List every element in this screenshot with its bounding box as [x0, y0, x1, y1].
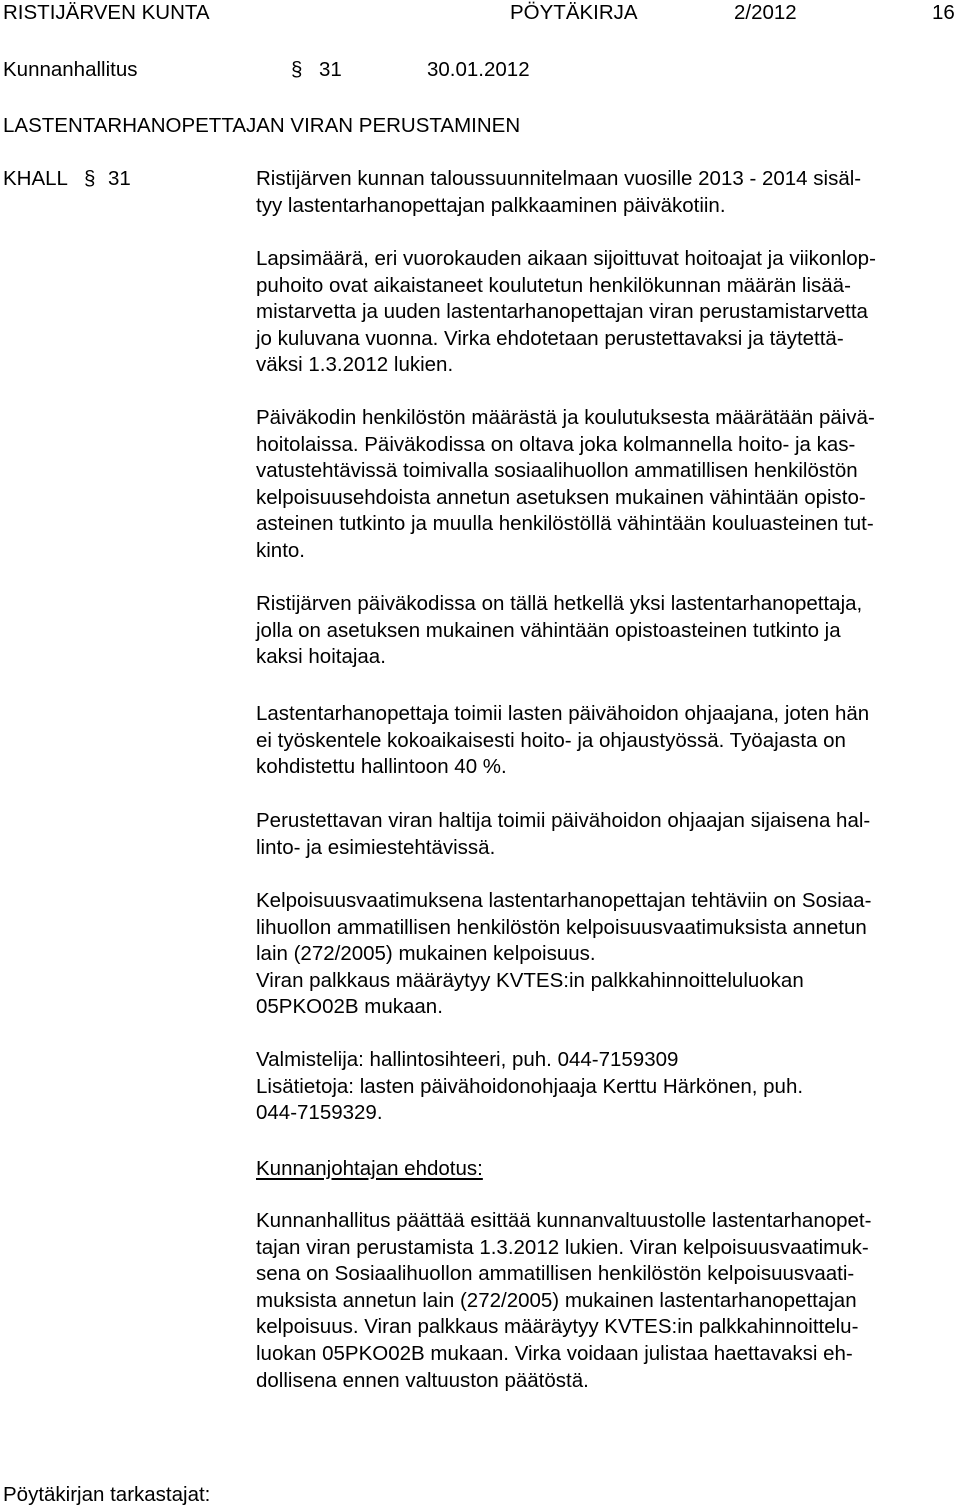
paragraph-line: kaksi hoitajaa.	[256, 645, 386, 669]
paragraph-line: linto- ja esimiestehtävissä.	[256, 835, 496, 859]
section-mark: §	[291, 58, 303, 81]
paragraph-current-staff	[256, 591, 862, 671]
paragraph-line: jolla on asetuksen mukainen vähintään opistoasteinen tutkinto ja	[256, 618, 841, 642]
paragraph-line: tyy lastentarhanopettajan palkkaaminen päiväkotiin.	[256, 193, 726, 217]
paragraph-line: ei työskentele kokoaikaisesti hoito- ja ohjaustyössä. Työajasta on	[256, 728, 846, 752]
paragraph-line: Ristijärven kunnan taloussuunnitelmaan vuosille 2013 - 2014 sisäl-	[256, 167, 862, 190]
paragraph-budget-plan	[256, 166, 861, 219]
paragraph-line: asteinen tutkinto ja muulla henkilöstöllä vähintään kouluasteinen tut-	[256, 512, 874, 536]
paragraph-line: Viran palkkaus määräytyy KVTES:in palkkahinnoitteluluokan	[256, 968, 804, 992]
paragraph-line: Kelpoisuusvaatimuksena lastentarhanopettajan tehtäviin on Sosiaa-	[256, 889, 872, 912]
page-number: 16	[932, 1, 955, 24]
proposal-line: luokan 05PKO02B mukaan. Virka voidaan julistaa haettavaksi eh-	[256, 1341, 853, 1365]
paragraph-line: hoitolaissa. Päiväkodissa on oltava joka kolmannella hoito- ja kas-	[256, 432, 856, 456]
reference-section-mark: §	[84, 167, 96, 190]
paragraph-line: Perustettavan viran haltija toimii päivähoidon ohjaajan sijaisena hal-	[256, 809, 871, 832]
meeting-date: 30.01.2012	[427, 58, 530, 81]
proposal-heading-text: Kunnanjohtajan ehdotus:	[256, 1157, 483, 1180]
paragraph-line: Ristijärven päiväkodissa on tällä hetkellä yksi lastentarhanopettaja,	[256, 592, 863, 615]
proposal-line: tajan viran perustamista 1.3.2012 lukien. Viran kelpoisuusvaatimuk-	[256, 1235, 869, 1259]
paragraph-line: kinto.	[256, 538, 305, 562]
paragraph-deputy-role	[256, 808, 870, 861]
proposal-body	[256, 1208, 871, 1394]
paragraph-regulations	[256, 405, 875, 565]
proposal-line: muksista annetun lain (272/2005) mukainen lastentarhanopettajan	[256, 1288, 857, 1312]
reviewers-label: Pöytäkirjan tarkastajat:	[3, 1483, 211, 1506]
paragraph-staffing-need	[256, 246, 876, 379]
proposal-line: dollisena ennen valtuuston päätöstä.	[256, 1368, 589, 1392]
municipality-name: RISTIJÄRVEN KUNTA	[3, 1, 210, 24]
paragraph-line: lain (272/2005) mukainen kelpoisuus.	[256, 942, 596, 966]
proposal-heading	[256, 1156, 483, 1183]
paragraph-line: 05PKO02B mukaan.	[256, 995, 443, 1019]
paragraph-teacher-role	[256, 701, 869, 781]
paragraph-line: Lapsimäärä, eri vuorokauden aikaan sijoittuvat hoitoajat ja viikonlop-	[256, 247, 876, 270]
body-name: Kunnanhallitus	[3, 58, 138, 81]
paragraph-line: mistarvetta ja uuden lastentarhanopettajan viran perustamistarvetta	[256, 300, 868, 324]
paragraph-line: väksi 1.3.2012 lukien.	[256, 353, 454, 377]
paragraph-line: vatustehtävissä toimivalla sosiaalihuollon ammatillisen henkilöstön	[256, 459, 858, 483]
document-type: PÖYTÄKIRJA	[510, 1, 638, 24]
reference-code: KHALL	[3, 167, 68, 190]
paragraph-line: puhoito ovat aikaistaneet koulutetun henkilökunnan määrän lisää-	[256, 273, 851, 297]
paragraph-line: kohdistettu hallintoon 40 %.	[256, 755, 507, 779]
paragraph-contacts	[256, 1047, 803, 1127]
reference-number: 31	[108, 167, 131, 190]
proposal-line: Kunnanhallitus päättää esittää kunnanvaltuustolle lastentarhanopet-	[256, 1209, 872, 1232]
document-number: 2/2012	[734, 1, 797, 24]
topic-title: LASTENTARHANOPETTAJAN VIRAN PERUSTAMINEN	[3, 114, 521, 137]
section-number: 31	[319, 58, 342, 81]
paragraph-line: jo kuluvana vuonna. Virka ehdotetaan perustettavaksi ja täytettä-	[256, 326, 844, 350]
paragraph-line: Päiväkodin henkilöstön määrästä ja koulutuksesta määrätään päivä-	[256, 406, 875, 429]
paragraph-line: Lastentarhanopettaja toimii lasten päivähoidon ohjaajana, joten hän	[256, 702, 870, 725]
paragraph-line: Valmistelija: hallintosihteeri, puh. 044-7159309	[256, 1048, 679, 1071]
proposal-line: kelpoisuus. Viran palkkaus määräytyy KVTES:in palkkahinnoittelu-	[256, 1315, 859, 1339]
paragraph-line: kelpoisuusehdoista annetun asetuksen mukainen vähintään opisto-	[256, 485, 866, 509]
paragraph-qualifications	[256, 888, 871, 1021]
paragraph-line: Lisätietoja: lasten päivähoidonohjaaja Kerttu Härkönen, puh.	[256, 1074, 804, 1098]
paragraph-line: lihuollon ammatillisen henkilöstön kelpoisuusvaatimuksista annetun	[256, 915, 867, 939]
proposal-line: sena on Sosiaalihuollon ammatillisen henkilöstön kelpoisuusvaati-	[256, 1262, 855, 1286]
paragraph-line: 044-7159329.	[256, 1101, 383, 1125]
